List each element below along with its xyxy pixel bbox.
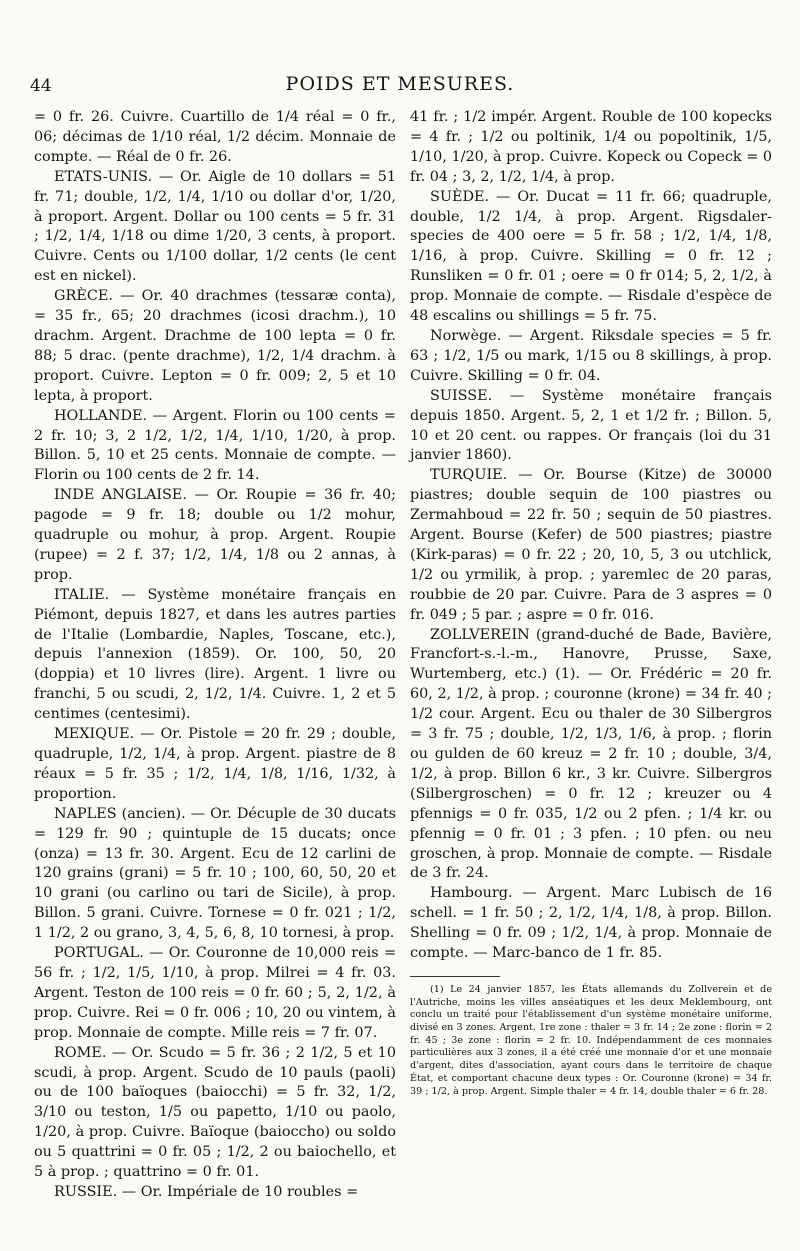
entry-naples: NAPLES (ancien). — Or. Décuple de 30 ducats = 129 fr. 90 ; quintuple de 15 ducats; once (onza) = 13 fr. 30. Argent. Ecu de 12 carlini de 120 grains (grani) = 5 fr. 10 ; 100, 60, 50, 20 et 10 grani (ou carlino ou tari de Sicile), à prop. Billon. 5 grani. Cuivre. Tornese = 0 fr. 021 ; 1/2, 1 1/2, 2 ou grano, 3, 4, 5, 6, 8, 10 tornesi, à prop.	[34, 805, 396, 942]
entry-zollverein: ZOLLVEREIN (grand-duché de Bade, Bavière, Francfort-s.-l.-m., Hanovre, Prusse, Saxe, Wurtemberg, etc.) (1). — Or. Frédéric = 20 fr. 60, 2, 1/2, à prop. ; couronne (krone) = 34 fr. 40 ; 1/2 cour. Argent. Ecu ou thaler de 30 Silbergros = 3 fr. 75 ; double, 1/2, 1/3, 1/6, à prop. ; florin ou gulden de 60 kreuz = 2 fr. 10 ; double, 3/4, 1/2, à prop. Billon 6 kr., 3 kr. Cuivre. Silbergros (Silbergroschen) = 0 fr. 12 ; kreuzer ou 4 pfennigs = 0 fr. 035, 1/2 ou 2 pfen. ; 1/4 kr. ou pfennig = 0 fr. 01 ; 3 pfen. ; 10 pfen. ou neu groschen, à prop. Monnaie de compte. — Risdale de 3 fr. 24.	[410, 626, 772, 882]
running-header: POIDS ET MESURES.	[285, 73, 515, 95]
entry-hollande: HOLLANDE. — Argent. Florin ou 100 cents = 2 fr. 10; 3, 2 1/2, 1/2, 1/4, 1/10, 1/20, à prop. Billon. 5, 10 et 25 cents. Monnaie de compte. — Florin ou 100 cents de 2 fr. 14.	[34, 407, 396, 484]
footnote-divider	[410, 976, 500, 977]
entry-suisse: SUISSE. — Système monétaire français depuis 1850. Argent. 5, 2, 1 et 1/2 fr. ; Billon. 5, 10 et 20 cent. ou rappes. Or français (loi du 31 janvier 1860).	[410, 387, 772, 464]
left-column	[34, 108, 396, 1203]
entry-hambourg: Hambourg. — Argent. Marc Lubisch de 16 schell. = 1 fr. 50 ; 2, 1/2, 1/4, 1/8, à prop. Billon. Shelling = 0 fr. 09 ; 1/2, 1/4, à prop. Monnaie de compte. — Marc-banco de 1 fr. 85.	[410, 885, 772, 962]
entry-suede: SUÈDE. — Or. Ducat = 11 fr. 66; quadruple, double, 1/2 1/4, à prop. Argent. Rigsdaler-species de 400 oere = 5 fr. 58 ; 1/2, 1/4, 1/8, 1/16, à prop. Cuivre. Skilling = 0 fr. 12 ; Runsliken = 0 fr. 01 ; oere = 0 fr 014; 5, 2, 1/2, à prop. Monnaie de compte. — Risdale d'espèce de 48 escalins ou shillings = 5 fr. 75.	[410, 188, 772, 325]
entry-turquie: TURQUIE. — Or. Bourse (Kitze) de 30000 piastres; double sequin de 100 piastres ou Zermahboud = 22 fr. 50 ; sequin de 50 piastres. Argent. Bourse (Kefer) de 500 piastres; piastre (Kirk-paras) = 0 fr. 22 ; 20, 10, 5, 3 ou utchlick, 1/2 ou yrmilik, à prop. ; yaremlec de 20 paras, roubbie de 20 par. Cuivre. Para de 3 aspres = 0 fr. 049 ; 5 par. ; aspre = 0 fr. 016.	[410, 467, 772, 623]
entry-inde-anglaise: INDE ANGLAISE. — Or. Roupie = 36 fr. 40; pagode = 9 fr. 18; double ou 1/2 mohur, quadruple ou mohur, à prop. Argent. Roupie (rupee) = 2 f. 37; 1/2, 1/4, 1/8 ou 2 annas, à prop.	[34, 487, 396, 583]
entry-grece: GRÈCE. — Or. 40 drachmes (tessaræ conta), = 35 fr., 65; 20 drachmes (icosi drachm.), 10 drachm. Argent. Drachme de 100 lepta = 0 fr. 88; 5 drac. (pente drachme), 1/2, 1/4 drachm. à proport. Cuivre. Lepton = 0 fr. 009; 2, 5 et 10 lepta, à proport.	[34, 288, 396, 404]
entry-etats-unis: ETATS-UNIS. — Or. Aigle de 10 dollars = 51 fr. 71; double, 1/2, 1/4, 1/10 ou dollar d'or, 1/20, à proport. Argent. Dollar ou 100 cents = 5 fr. 31 ; 1/2, 1/4, 1/18 ou dime 1/20, 3 cents, à proport. Cuivre. Cents ou 1/100 dollar, 1/2 cents (le cent est en nickel).	[34, 168, 396, 285]
entry-russie-continued: 41 fr. ; 1/2 impér. Argent. Rouble de 100 kopecks = 4 fr. ; 1/2 ou poltinik, 1/4 ou popoltinik, 1/5, 1/10, 1/20, à prop. Cuivre. Kopeck ou Copeck = 0 fr. 04 ; 3, 2, 1/2, 1/4, à prop.	[410, 109, 772, 185]
entry-portugal: PORTUGAL. — Or. Couronne de 10,000 reis = 56 fr. ; 1/2, 1/5, 1/10, à prop. Milrei = 4 fr. 03. Argent. Teston de 100 reis = 0 fr. 60 ; 5, 2, 1/2, à prop. Cuivre. Rei = 0 fr. 006 ; 10, 20 ou vintem, à prop. Monnaie de compte. Mille reis = 7 fr. 07.	[34, 945, 396, 1041]
footnote: (1) Le 24 janvier 1857, les États allemands du Zollverein et de l'Autriche, moins les villes anséatiques et les deux Meklembourg, ont conclu un traité pour l'établissement d'un système monétaire uniforme, divisé en 3 zones. Argent. 1re zone : thaler = 3 fr. 14 ; 2e zone : florin = 2 fr. 45 ; 3e zone : florin = 2 fr. 10. Indépendamment de ces monnaies particulières aux 3 zones, il a été créé une monnaie d'or et une monnaie d'argent, dites d'association, ayant cours dans le territoire de chaque État, et comportant chacune deux types : Or. Couronne (krone) = 34 fr. 39 ; 1/2, à prop. Argent. Simple thaler = 4 fr. 14, double thaler = 6 fr. 28.	[410, 983, 772, 1097]
entry-rome: ROME. — Or. Scudo = 5 fr. 36 ; 2 1/2, 5 et 10 scudi, à prop. Argent. Scudo de 10 pauls (paoli) ou de 100 baïoques (baiocchi) = 5 fr. 32, 1/2, 3/10 ou teston, 1/5 ou papetto, 1/10 ou paolo, 1/20, à prop. Cuivre. Baïoque (baioccho) ou soldo ou 5 quattrini = 0 fr. 05 ; 1/2, 2 ou baiochello, et 5 à prop. ; quattrino = 0 fr. 01.	[34, 1044, 396, 1181]
entry-russie: RUSSIE. — Or. Impériale de 10 roubles =	[54, 1183, 359, 1200]
right-column	[410, 108, 772, 1098]
entry-espagne-continued: = 0 fr. 26. Cuivre. Cuartillo de 1/4 réal = 0 fr., 06; décimas de 1/10 réal, 1/2 décim. Monnaie de compte. — Réal de 0 fr. 26.	[34, 109, 396, 165]
entry-italie: ITALIE. — Système monétaire français en Piémont, depuis 1827, et dans les autres parties de l'Italie (Lombardie, Naples, Toscane, etc.), depuis l'annexion (1859). Or. 100, 50, 20 (doppia) et 10 livres (lire). Argent. 1 livre ou franchi, 5 ou scudi, 2, 1/2, 1/4. Cuivre. 1, 2 et 5 centimes (centesimi).	[34, 586, 396, 723]
entry-mexique: MEXIQUE. — Or. Pistole = 20 fr. 29 ; double, quadruple, 1/2, 1/4, à prop. Argent. piastre de 8 réaux = 5 fr. 35 ; 1/2, 1/4, 1/8, 1/16, 1/32, à proportion.	[34, 726, 396, 802]
entry-norwege: Norwège. — Argent. Riksdale species = 5 fr. 63 ; 1/2, 1/5 ou mark, 1/15 ou 8 skillings, à prop. Cuivre. Skilling = 0 fr. 04.	[410, 327, 772, 384]
page-number: 44	[30, 76, 52, 96]
